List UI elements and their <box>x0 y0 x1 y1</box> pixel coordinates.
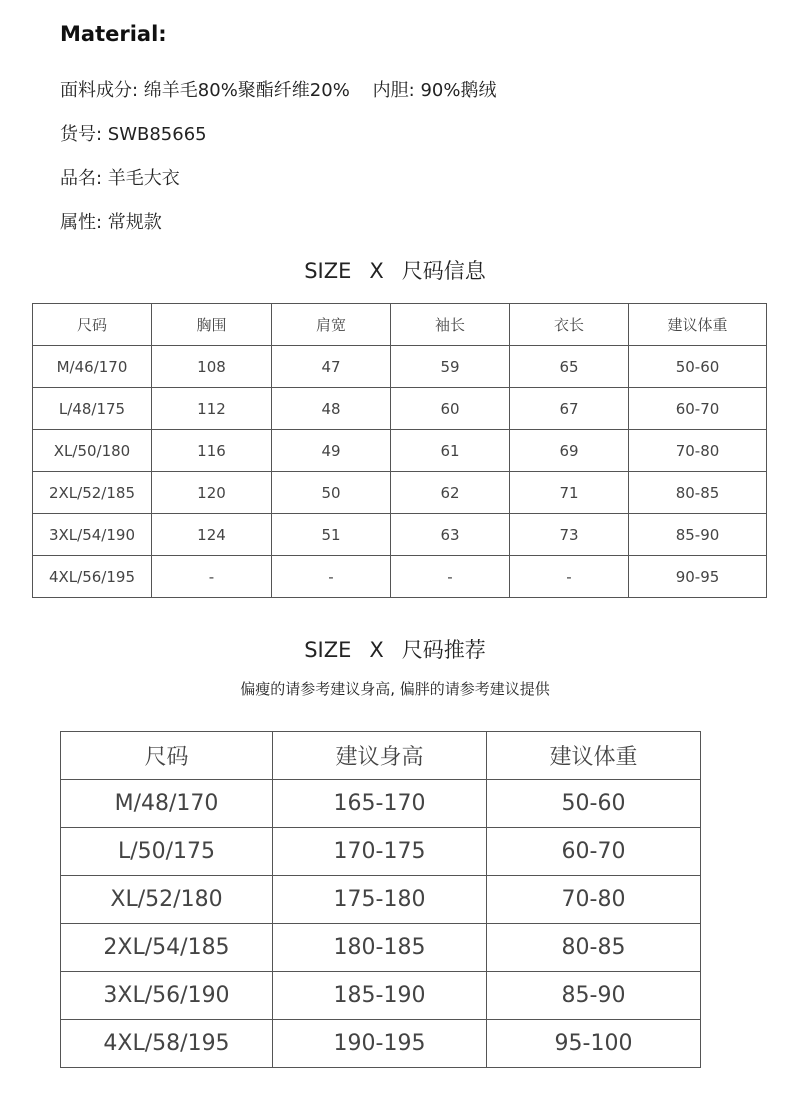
product-attribute: 属性: 常规款 <box>60 212 162 233</box>
material-heading: Material: <box>60 22 167 46</box>
table-row <box>61 924 701 972</box>
size-recommend-title-right: 尺码推荐 <box>401 638 486 662</box>
size-info-cell: XL/50/180 <box>33 430 152 472</box>
size-recommend-title-x: X <box>369 638 384 662</box>
size-info-header-cell: 肩宽 <box>272 304 391 346</box>
size-info-cell: 2XL/52/185 <box>33 472 152 514</box>
size-recommend-cell: 80-85 <box>487 924 701 972</box>
size-info-cell: 47 <box>272 346 391 388</box>
size-info-cell: 67 <box>510 388 629 430</box>
size-recommend-cell: 190-195 <box>273 1020 487 1068</box>
size-info-header-cell: 袖长 <box>391 304 510 346</box>
size-info-cell: 73 <box>510 514 629 556</box>
size-info-cell: 60-70 <box>629 388 767 430</box>
size-info-header-cell: 胸围 <box>152 304 272 346</box>
size-info-header-cell: 建议体重 <box>629 304 767 346</box>
size-recommend-cell: 70-80 <box>487 876 701 924</box>
size-recommend-header-cell: 建议体重 <box>487 732 701 780</box>
size-info-cell: 50 <box>272 472 391 514</box>
size-info-cell: 108 <box>152 346 272 388</box>
size-info-header-cell: 尺码 <box>33 304 152 346</box>
size-info-cell: 3XL/54/190 <box>33 514 152 556</box>
size-info-cell: 62 <box>391 472 510 514</box>
size-recommend-title <box>0 634 790 664</box>
table-row <box>33 514 767 556</box>
size-info-title-x: X <box>369 259 384 283</box>
size-info-cell: 59 <box>391 346 510 388</box>
table-row <box>33 472 767 514</box>
size-info-cell: 70-80 <box>629 430 767 472</box>
size-recommend-cell: 3XL/56/190 <box>61 972 273 1020</box>
table-row <box>33 556 767 598</box>
size-info-cell: 90-95 <box>629 556 767 598</box>
size-info-cell: 116 <box>152 430 272 472</box>
table-row <box>33 430 767 472</box>
size-recommend-cell: 95-100 <box>487 1020 701 1068</box>
size-recommend-header-row <box>61 732 701 780</box>
size-recommend-cell: 185-190 <box>273 972 487 1020</box>
size-info-cell: 65 <box>510 346 629 388</box>
size-recommend-cell: 175-180 <box>273 876 487 924</box>
size-info-cell: M/46/170 <box>33 346 152 388</box>
table-row <box>61 780 701 828</box>
size-info-cell: 50-60 <box>629 346 767 388</box>
size-recommend-cell: 2XL/54/185 <box>61 924 273 972</box>
table-row <box>33 346 767 388</box>
size-info-cell: 48 <box>272 388 391 430</box>
size-recommend-cell: 85-90 <box>487 972 701 1020</box>
size-info-cell: - <box>391 556 510 598</box>
size-recommend-cell: M/48/170 <box>61 780 273 828</box>
size-info-header-row <box>33 304 767 346</box>
size-recommend-cell: 170-175 <box>273 828 487 876</box>
size-recommend-cell: 4XL/58/195 <box>61 1020 273 1068</box>
size-recommend-cell: L/50/175 <box>61 828 273 876</box>
size-recommend-cell: XL/52/180 <box>61 876 273 924</box>
size-info-cell: 85-90 <box>629 514 767 556</box>
size-info-cell: 4XL/56/195 <box>33 556 152 598</box>
size-recommend-cell: 60-70 <box>487 828 701 876</box>
size-info-cell: 63 <box>391 514 510 556</box>
size-info-cell: 61 <box>391 430 510 472</box>
size-recommend-table <box>60 731 701 1068</box>
size-recommend-cell: 50-60 <box>487 780 701 828</box>
size-recommend-header-cell: 尺码 <box>61 732 273 780</box>
size-recommend-note: 偏瘦的请参考建议身高, 偏胖的请参考建议提供 <box>240 680 550 698</box>
product-name: 品名: 羊毛大衣 <box>60 168 180 189</box>
size-info-title <box>0 255 790 285</box>
size-recommend-cell: 180-185 <box>273 924 487 972</box>
size-recommend-header-cell: 建议身高 <box>273 732 487 780</box>
size-info-header-cell: 衣长 <box>510 304 629 346</box>
size-info-cell: 69 <box>510 430 629 472</box>
fabric-composition: 面料成分: 绵羊毛80%聚酯纤维20% 内胆: 90%鹅绒 <box>60 80 497 101</box>
size-info-cell: - <box>152 556 272 598</box>
item-number: 货号: SWB85665 <box>60 124 207 145</box>
size-info-cell: L/48/175 <box>33 388 152 430</box>
size-info-cell: 51 <box>272 514 391 556</box>
size-info-title-right: 尺码信息 <box>401 259 486 283</box>
size-info-cell: - <box>272 556 391 598</box>
size-recommend-cell: 165-170 <box>273 780 487 828</box>
table-row <box>61 972 701 1020</box>
table-row <box>61 1020 701 1068</box>
size-recommend-title-left: SIZE <box>304 638 352 662</box>
size-info-table <box>32 303 767 598</box>
table-row <box>33 388 767 430</box>
size-info-cell: - <box>510 556 629 598</box>
size-info-cell: 60 <box>391 388 510 430</box>
size-info-cell: 124 <box>152 514 272 556</box>
size-info-cell: 112 <box>152 388 272 430</box>
size-info-title-left: SIZE <box>304 259 352 283</box>
table-row <box>61 876 701 924</box>
size-info-cell: 71 <box>510 472 629 514</box>
table-row <box>61 828 701 876</box>
size-info-cell: 49 <box>272 430 391 472</box>
size-info-cell: 120 <box>152 472 272 514</box>
size-info-cell: 80-85 <box>629 472 767 514</box>
